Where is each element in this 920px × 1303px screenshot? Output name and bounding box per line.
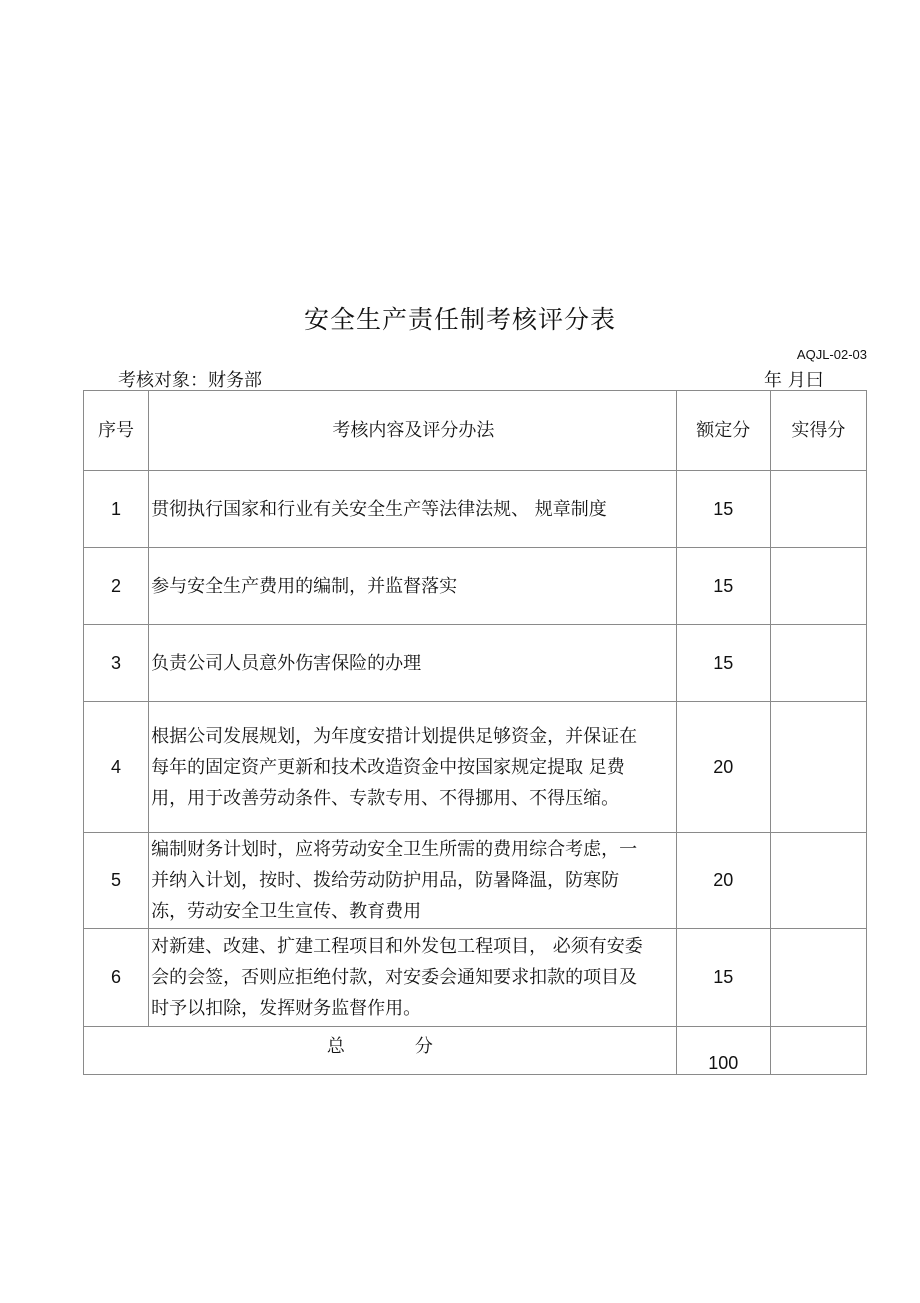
row-content-text: 参与安全生产费用的编制，并监督落实 — [151, 575, 458, 597]
table-header-row — [84, 391, 867, 471]
table-row — [84, 471, 867, 548]
row-quota: 20 — [676, 833, 770, 929]
row-content — [149, 625, 677, 702]
row-quota: 15 — [676, 625, 770, 702]
row-no: 3 — [84, 625, 149, 702]
row-actual[interactable] — [770, 471, 866, 548]
date-label: 年 月曰 — [764, 370, 824, 391]
document-code: AQJL-02-03 — [796, 347, 867, 362]
assessment-subject: 考核对象：财务部 — [118, 370, 262, 391]
table-row — [84, 702, 867, 833]
row-content — [149, 702, 677, 833]
row-actual[interactable] — [770, 702, 866, 833]
row-actual[interactable] — [770, 929, 866, 1027]
row-no: 6 — [84, 929, 149, 1027]
row-no: 4 — [84, 702, 149, 833]
row-content — [149, 833, 677, 929]
total-actual[interactable] — [770, 1027, 866, 1075]
table-row — [84, 625, 867, 702]
table-row — [84, 548, 867, 625]
total-label-part2: 分 — [414, 1036, 433, 1057]
table-row — [84, 929, 867, 1027]
row-content-text: 根据公司发展规划，为年度安措计划提供足够资金，并保证在每年的固定资产更新和技术改造资金中按国家规定提取 足费用，用于改善劳动条件、专款专用、不得挪用、不得压缩。 — [151, 725, 638, 809]
row-no: 2 — [84, 548, 149, 625]
total-label — [84, 1027, 677, 1075]
row-content — [149, 548, 677, 625]
page-title: 安全生产责任制考核评分表 — [303, 305, 616, 334]
row-quota: 15 — [676, 548, 770, 625]
row-quota: 15 — [676, 471, 770, 548]
row-no: 5 — [84, 833, 149, 929]
row-no: 1 — [84, 471, 149, 548]
row-actual[interactable] — [770, 833, 866, 929]
header-quota: 额定分 — [676, 391, 770, 471]
total-label-part1: 总 — [326, 1036, 345, 1057]
header-content: 考核内容及评分办法 — [149, 391, 677, 471]
table-row — [84, 833, 867, 929]
row-content-text: 贯彻执行国家和行业有关安全生产等法律法规、 规章制度 — [151, 498, 607, 520]
header-no: 序号 — [84, 391, 149, 471]
row-actual[interactable] — [770, 625, 866, 702]
row-content-text: 对新建、改建、扩建工程项目和外发包工程项目， 必须有安委会的会签，否则应拒绝付款，对安委会通知要求扣款的项目及时予以扣除，发挥财务监督作用。 — [151, 936, 643, 1019]
row-content — [149, 471, 677, 548]
row-content-text: 编制财务计划时，应将劳动安全卫生所需的费用综合考虑，一并纳入计划，按时、拨给劳动防护用品，防暑降温，防寒防冻，劳动安全卫生宣传、教育费用 — [151, 839, 638, 922]
row-content — [149, 929, 677, 1027]
row-actual[interactable] — [770, 548, 866, 625]
row-content-text: 负责公司人员意外伤害保险的办理 — [151, 652, 422, 674]
row-quota: 20 — [676, 702, 770, 833]
row-quota: 15 — [676, 929, 770, 1027]
header-actual: 实得分 — [770, 391, 866, 471]
total-row — [84, 1027, 867, 1075]
total-value: 100 — [676, 1027, 770, 1075]
score-table — [83, 390, 867, 1075]
